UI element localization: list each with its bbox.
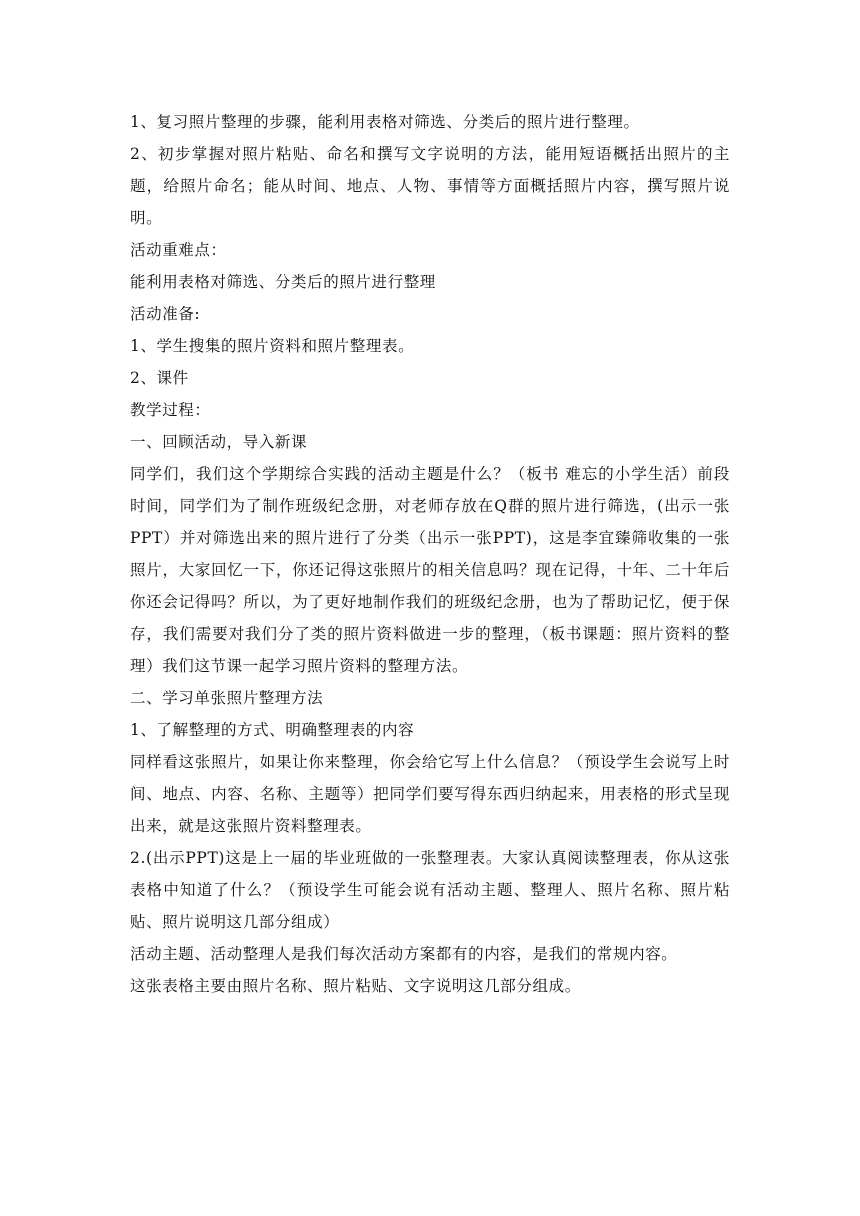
paragraph-step-2: 2.(出示PPT)这是上一届的毕业班做的一张整理表。大家认真阅读整理表，你从这张表格中知道了什么？（预设学生可能会说有活动主题、整理人、照片名称、照片粘贴、照片说明这几部分组成） <box>130 849 730 931</box>
paragraph-goal-2: 2、初步掌握对照片粘贴、命名和撰写文字说明的方法，能用短语概括出照片的主题，给照片命名；能从时间、地点、人物、事情等方面概括照片内容，撰写照片说明。 <box>130 145 730 227</box>
paragraph-preparation-2: 2、课件 <box>130 369 189 387</box>
paragraph-goal-1: 1、复习照片整理的步骤，能利用表格对筛选、分类后的照片进行整理。 <box>130 113 640 131</box>
paragraph-table-parts: 这张表格主要由照片名称、照片粘贴、文字说明这几部分组成。 <box>130 977 581 995</box>
heading-teaching-process: 教学过程： <box>130 401 211 419</box>
paragraph-routine-content: 活动主题、活动整理人是我们每次活动方案都有的内容，是我们的常规内容。 <box>130 945 678 963</box>
paragraph-step-1: 同样看这张照片，如果让你来整理，你会给它写上什么信息？（预设学生会说写上时间、地点、内容、名称、主题等）把同学们要写得东西归纳起来，用表格的形式呈现出来，就是这张照片资料整理表。 <box>130 753 730 835</box>
document-body <box>130 106 730 1002</box>
paragraph-intro: 同学们，我们这个学期综合实践的活动主题是什么？（板书 难忘的小学生活）前段时间，同学们为了制作班级纪念册，对老师存放在Q群的照片进行筛选，(出示一张PPT）并对筛选出来的照片进行了分类（出示一张PPT)，这是李宜臻筛收集的一张照片，大家回忆一下，你还记得这张照片的相关信息吗？现在记得，十年、二十年后你还会记得吗？所以，为了更好地制作我们的班级纪念册，也为了帮助记忆，便于保存，我们需要对我们分了类的照片资料做进一步的整理，（板书课题：照片资料的整理）我们这节课一起学习照片资料的整理方法。 <box>130 465 730 675</box>
paragraph-preparation-1: 1、学生搜集的照片资料和照片整理表。 <box>130 337 415 355</box>
heading-step-1: 1、了解整理的方式、明确整理表的内容 <box>130 721 415 739</box>
paragraph-key-points: 能利用表格对筛选、分类后的照片进行整理 <box>130 273 436 291</box>
heading-key-points: 活动重难点： <box>130 241 227 259</box>
heading-preparation: 活动准备: <box>130 305 201 323</box>
heading-section-1: 一、回顾活动，导入新课 <box>130 433 308 451</box>
heading-section-2: 二、学习单张照片整理方法 <box>130 689 324 707</box>
